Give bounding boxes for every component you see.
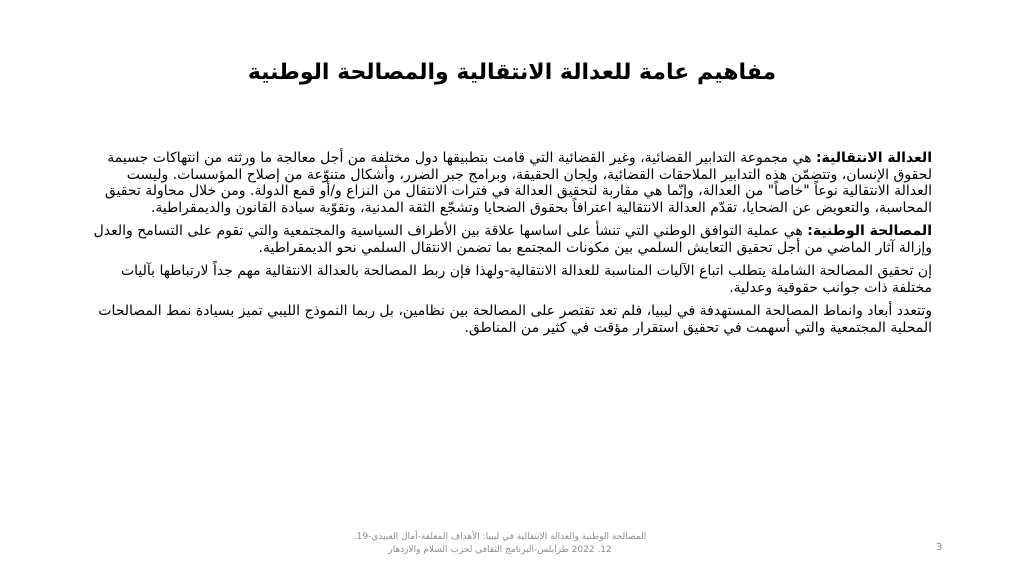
footer-source [290, 531, 710, 557]
slide-number: 3 [936, 542, 943, 553]
paragraph-comprehensive-reconciliation [90, 263, 932, 296]
term-label: المصالحة الوطنية: [807, 223, 932, 239]
paragraph-reconciliation-dimensions [90, 303, 932, 336]
paragraph-text: وتتعدد أبعاد وانماط المصالحة المستهدفة في ليبيا، فلم تعد تقتصر على المصالحة بين نظامين، بل ربما النموذج الليبي تميز بسيادة نمط المصالحات المحلية المجتمعية والتي أسهمت في تحقيق استقرار مؤقت في كثير من المناطق. [98, 303, 932, 336]
term-label: العدالة الانتقالية: [815, 150, 932, 166]
footer-source-line: المصالحة الوطنية والعدالة الانتقالية في ليبيا: الأهداف المعلقة-أمال العبيدي-19. [353, 532, 647, 542]
paragraph-text: هي مجموعة التدابير القضائية، وغير القضائية التي قامت بتطبيقها دول مختلفة من أجل معالجة ما ورثته من انتهاكات جسيمة لحقوق الإنسان، وتتضمّن هذه التدابير الملاحقات القضائية، ولِجان الحقيقة، وبرامج جبر الضرر، وأشكال متنوّعة من إصلاح المؤسسات. وليست العدالة الانتقالية نوعاً "خاصاً" من العدالة، وإنّما هي مقاربة لتحقيق العدالة في فترات الانتقال من النزاع و/أو قمع الدولة. ومن خلال محاولة تحقيق المحاسبة، والتعويض عن الضحايا، تقدّم العدالة الانتقالية اعترافاً بحقوق الضحايا وتشجّع الثقة المدنية، وتقوّية سيادة القانون والديمقراطية. [104, 150, 932, 216]
paragraph-text: هي عملية التوافق الوطني التي تنشأ على اساسها علاقة بين الأطراف السياسية والمجتمعية والتي تقوم على التسامح والعدل وإزالة آثار الماضي من أجل تحقيق التعايش السلمي بين مكونات المجتمع بما تضمن الانتقال السلمي نحو الديمقراطية. [93, 223, 932, 256]
footer-source-line: 12. 2022 طرابلس-البرنامج الثقافي لحزب السلام والازدهار [388, 545, 612, 555]
paragraph-transitional-justice [90, 150, 932, 216]
paragraph-text: إن تحقيق المصالحة الشاملة يتطلب اتباع الآليات المناسبة للعدالة الانتقالية-ولهذا فإن ربط المصالحة بالعدالة الانتقالية مهم جداً لارتباطها بآليات مختلفة ذات جوانب حقوقية وعدلية. [120, 263, 932, 296]
slide-title: مفاهيم عامة للعدالة الانتقالية والمصالحة الوطنية [247, 60, 777, 85]
paragraph-national-reconciliation [90, 223, 932, 256]
slide-body [90, 150, 932, 343]
